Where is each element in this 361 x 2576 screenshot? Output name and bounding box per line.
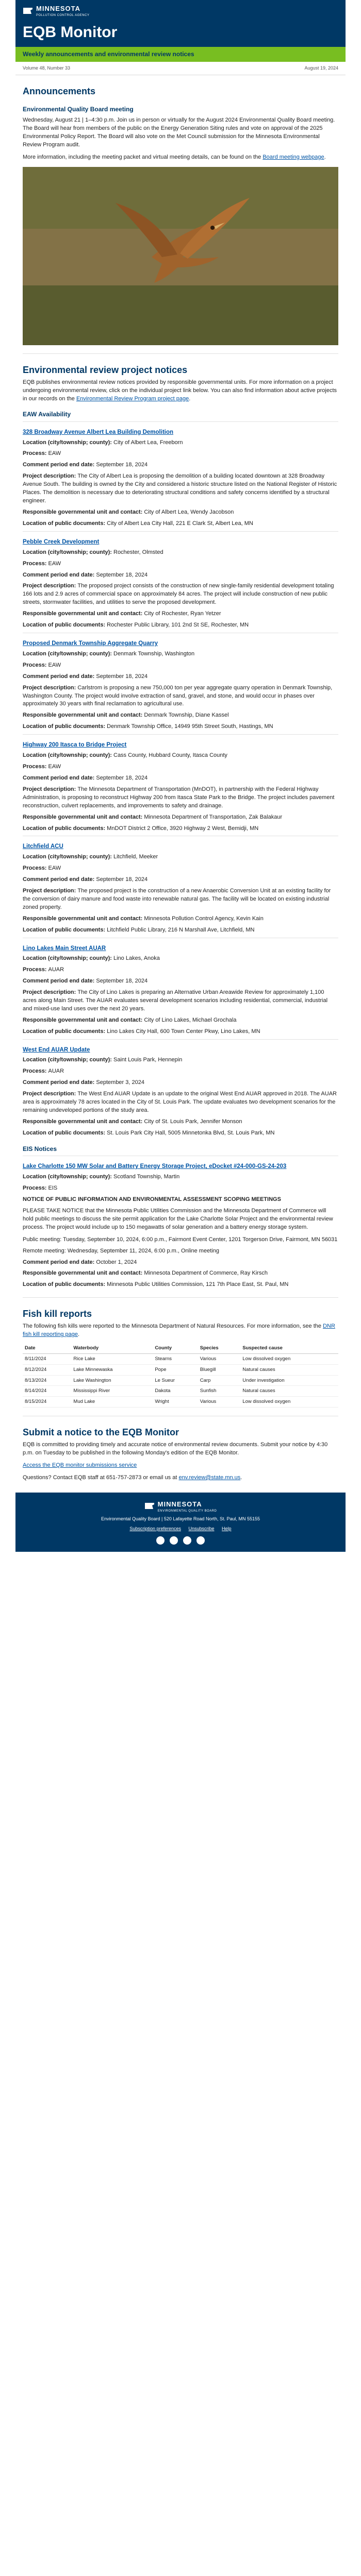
footer-address: Environmental Quality Board | 520 Lafayette Road North, St. Paul, MN 55155 (101, 1516, 260, 1522)
eis-meeting-1: Public meeting: Tuesday, September 10, 2024, 6:00 p.m., Fairmont Event Center, 1201 Torgerson Drive, Fairmont, MN 56031 (23, 1236, 338, 1243)
fish-kill-link[interactable]: DNR fish kill reporting page (23, 1323, 335, 1338)
project-title-link[interactable]: West End AUAR Update (23, 1046, 90, 1053)
table-header-row (23, 1343, 338, 1353)
state-logo-icon (144, 1502, 155, 1510)
mpca-logo (23, 4, 338, 17)
project-title-link[interactable]: Highway 200 Itasca to Bridge Project (23, 742, 127, 749)
table-row: 8/14/2024 Mississippi River Dakota Sunfish Natural causes (23, 1386, 338, 1397)
project-title-link[interactable]: Lino Lakes Main Street AUAR (23, 945, 106, 952)
help-link[interactable]: Help (222, 1526, 232, 1532)
submissions-service-link[interactable]: Access the EQB monitor submissions service (23, 1462, 137, 1468)
footer (15, 1493, 346, 1552)
table-row: 8/12/2024 Lake Minnewaska Pope Bluegill Natural causes (23, 1364, 338, 1375)
project-item: Litchfield ACU Location (city/township; county): Litchfield, Meeker Process: EAW Comment period end date: September 18, 2024 Project description: The proposed project is the construction of a new Anaerobic Conversion Unit at an existing facility for the conversion of dairy manure and food waste into renewable natural gas. The facility will be located on existing industrial zoned property. Responsible governmental unit and contact: Minnesota Pollution Control Agency, Kevin Kain Location of public documents: Litchfield Public Library, 216 N Marshall Ave, Litchfield, MN (23, 836, 338, 934)
linkedin-icon[interactable] (183, 1536, 191, 1545)
table-row: 8/13/2024 Lake Washington Le Sueur Carp Under investigation (23, 1375, 338, 1386)
tagline: Weekly announcements and environmental review notices (15, 47, 346, 62)
eis-meeting-2: Remote meeting: Wednesday, September 11, 2024, 6:00 p.m., Online meeting (23, 1247, 219, 1254)
eis-heading: EIS Notices (23, 1145, 57, 1153)
column-header: Suspected cause (240, 1343, 338, 1353)
eqb-meeting-body: Wednesday, August 21 | 1–4:30 p.m. Join us in person or virtually for the August 2024 Environmental Quality Board meeting. The Board will hear from members of the public on the Energy Generation Siting rules and vote on approval of the 2025 Environmental Policy Report. The Board will also vote on the Met Council submission for the Minnesota Environmental Review Program audit. (23, 116, 335, 148)
logo-agency: POLLUTION CONTROL AGENCY (36, 13, 90, 17)
social-icons (21, 1536, 340, 1545)
fish-kill-heading: Fish kill reports (23, 1309, 92, 1319)
eis-title-link[interactable]: Lake Charlotte 150 MW Solar and Battery Energy Storage Project, eDocket #24-000-GS-24-203 (23, 1163, 287, 1170)
env-review-program-link[interactable]: Environmental Review Program project page (76, 395, 189, 402)
submit-contact: Questions? Contact EQB staff at 651-757-2873 or email us at env.review@state.mn.us. (23, 1474, 242, 1481)
hero-bird-image (23, 167, 338, 345)
table-row: 8/11/2024 Rice Lake Stearns Various Low dissolved oxygen (23, 1354, 338, 1365)
env-review-heading: Environmental review project notices (23, 364, 188, 375)
eqb-meeting-more: More information, including the meeting packet and virtual meeting details, can be found on the Board meeting webpage. (23, 154, 326, 160)
twitter-icon[interactable] (170, 1536, 178, 1545)
project-item: Proposed Denmark Township Aggregate Quarry Location (city/township; county): Denmark Township, Washington Process: EAW Comment period end date: September 18, 2024 Project description: Carlstrom is proposing a new 750,000 ton per year aggregate quarry operation in Denmark Township, Washington County. The project would involve extraction of sand, gravel, and stone, and would occur in phases over approximately 30 years with final reclamation to agricultural use. Responsible governmental unit and contact: Denmark Township, Diane Kassel Location of public documents: Denmark Township Office, 14949 95th Street South, Hastings, MN (23, 633, 338, 731)
subscription-preferences-link[interactable]: Subscription preferences (129, 1526, 181, 1532)
table-row: 8/15/2024 Mud Lake Wright Various Low dissolved oxygen (23, 1397, 338, 1408)
eis-project-item: Lake Charlotte 150 MW Solar and Battery Energy Storage Project, eDocket #24-000-GS-24-203 Location (city/township; county): Scotland Township, Martin Process: EIS NOTICE OF PUBLIC INFORMATION AND ENVIRONMENTAL ASSESSMENT SCOPING MEETINGS PLEASE TAKE NOTICE that the Minnesota Public Utilities Commission and the Minnesota Department of Commerce will hold public meetings to discuss the site permit application for the Lake Charlotte Solar Project and the environmental review process. The project would include up to 150 megawatts of solar generation and a battery energy storage system. Public meeting: Tuesday, September 10, 2024, 6:00 p.m., Fairmont Event Center, 1201 Torgerson Drive, Fairmont, MN 56031 Remote meeting: Wednesday, September 11, 2024, 6:00 p.m., Online meeting Comment period end date: October 1, 2024 Responsible governmental unit and contact: Minnesota Department of Commerce, Ray Kirsch Location of public documents: Minnesota Public Utilities Commission, 121 7th Place East, St. Paul, MN (23, 1156, 338, 1289)
env-review-intro: EQB publishes environmental review notices provided by responsible governmental units. For more information on a project undergoing environmental review, click on the individual project link below. You can also find information about active projects in our records on the Environmental Review Program project page. (23, 379, 337, 402)
bird-illustration-icon (23, 167, 338, 345)
eaw-heading: EAW Availability (23, 411, 71, 418)
facebook-icon[interactable] (156, 1536, 165, 1545)
board-meeting-link[interactable]: Board meeting webpage (262, 154, 324, 160)
submit-body: EQB is committed to providing timely and accurate notice of environmental review documents. Submit your notice by 4:30 p.m. on Tuesday to be published in the following Monday's edition of the EQB Monitor. (23, 1442, 328, 1456)
submit-heading: Submit a notice to the EQB Monitor (23, 1427, 179, 1437)
footer-logo (21, 1500, 340, 1513)
announcements-heading: Announcements (23, 86, 96, 97)
issue-date: August 19, 2024 (304, 65, 338, 71)
footer-logo-agency: ENVIRONMENTAL QUALITY BOARD (157, 1509, 217, 1513)
unsubscribe-link[interactable]: Unsubscribe (188, 1526, 215, 1532)
project-title-link[interactable]: Proposed Denmark Township Aggregate Quarry (23, 640, 158, 647)
meta-row (15, 62, 346, 75)
column-header: County (153, 1343, 198, 1353)
footer-links (21, 1526, 340, 1532)
volume-number: Volume 48, Number 33 (23, 65, 71, 71)
fish-kill-intro: The following fish kills were reported to the Minnesota Department of Natural Resources. For more information, see the DNR fish kill reporting page. (23, 1323, 335, 1338)
fish-kill-table (23, 1343, 338, 1408)
eqb-meeting-heading: Environmental Quality Board meeting (23, 106, 134, 113)
column-header: Date (23, 1343, 71, 1353)
project-title-link[interactable]: 328 Broadway Avenue Albert Lea Building Demolition (23, 429, 174, 435)
project-list (23, 421, 338, 1138)
project-item: Highway 200 Itasca to Bridge Project Location (city/township; county): Cass County, Hubbard County, Itasca County Process: EAW Comment period end date: September 18, 2024 Project description: The Minnesota Department of Transportation (MnDOT), in partnership with the Federal Highway Administration, is proposing to reconstruct Highway 200 from Itasca State Park to the Bridge. The project includes pavement reconstruction, culvert replacements, and improvements to safety and drainage. Responsible governmental unit and contact: Minnesota Department of Transportation, Zak Balakaur Location of public documents: MnDOT District 2 Office, 3920 Highway 2 West, Bemidji, MN (23, 734, 338, 833)
eis-body: PLEASE TAKE NOTICE that the Minnesota Public Utilities Commission and the Minnesota Department of Commerce will hold public meetings to discuss the site permit application for the Lake Charlotte Solar Project and the environmental review process. The project would include up to 150 megawatts of solar generation and a battery energy storage system. (23, 1207, 333, 1230)
project-item: Lino Lakes Main Street AUAR Location (city/township; county): Lino Lakes, Anoka Process: AUAR Comment period end date: September 18, 2024 Project description: The City of Lino Lakes is preparing an Alternative Urban Areawide Review for approximately 1,100 acres along Main Street. The AUAR evaluates several development scenarios including residential, commercial, industrial and mixed-use land uses over the next 20 years. Responsible governmental unit and contact: City of Lino Lakes, Michael Grochala Location of public documents: Lino Lakes City Hall, 600 Town Center Pkwy, Lino Lakes, MN (23, 938, 338, 1036)
newsletter-title: EQB Monitor (23, 24, 118, 41)
header-banner (15, 0, 346, 47)
logo-state: MINNESOTA (36, 5, 81, 12)
project-title-link[interactable]: Litchfield ACU (23, 843, 63, 850)
footer-logo-state: MINNESOTA (157, 1500, 202, 1508)
state-logo-icon (23, 7, 33, 14)
column-header: Species (198, 1343, 241, 1353)
project-item: 328 Broadway Avenue Albert Lea Building Demolition Location (city/township; county): City of Albert Lea, Freeborn Process: EAW Comment period end date: September 18, 2024 Project description: The City of Albert Lea is proposing the demolition of a building located downtown at 328 Broadway Avenue South. The building is owned by the City and considered a historic structure listed on the National Register of Historic Places. The demolition is necessary due to deteriorating structural conditions and safety concerns identified by a structural engineer. Responsible governmental unit and contact: City of Albert Lea, Wendy Jacobson Location of public documents: City of Albert Lea City Hall, 221 E Clark St, Albert Lea, MN (23, 421, 338, 528)
project-item: West End AUAR Update Location (city/township; county): Saint Louis Park, Hennepin Process: AUAR Comment period end date: September 3, 2024 Project description: The West End AUAR Update is an update to the original West End AUAR approved in 2018. The AUAR area is approximately 78 acres located in the City of St. Louis Park. The update evaluates two development scenarios for the remaining undeveloped portions of the study area. Responsible governmental unit and contact: City of St. Louis Park, Jennifer Monson Location of public documents: St. Louis Park City Hall, 5005 Minnetonka Blvd, St. Louis Park, MN (23, 1039, 338, 1138)
youtube-icon[interactable] (196, 1536, 205, 1545)
column-header: Waterbody (71, 1343, 153, 1353)
project-title-link[interactable]: Pebble Creek Development (23, 538, 100, 545)
project-item: Pebble Creek Development Location (city/township; county): Rochester, Olmsted Process: EAW Comment period end date: September 18, 2024 Project description: The proposed project consists of the construction of new single-family residential development totaling 166 lots and 2.9 acres of commercial space on approximately 84 acres. The project will include construction of new public streets, stormwater facilities, and utilities to serve the proposed development. Responsible governmental unit and contact: City of Rochester, Ryan Yetzer Location of public documents: Rochester Public Library, 101 2nd St SE, Rochester, MN (23, 531, 338, 630)
contact-email-link[interactable]: env.review@state.mn.us (178, 1474, 241, 1481)
